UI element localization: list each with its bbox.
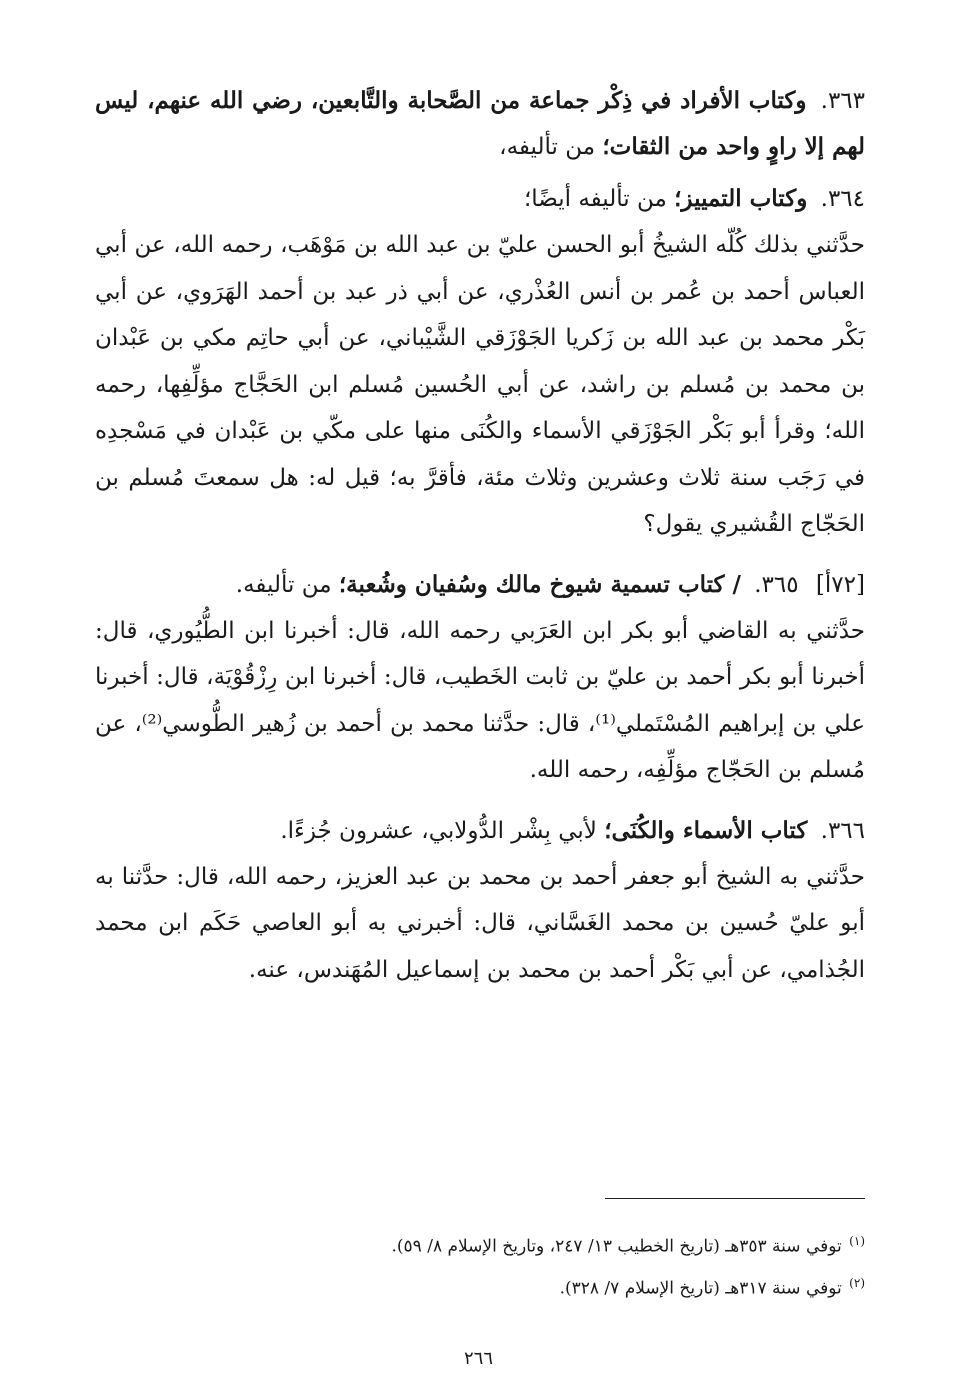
paragraph-chain-365: حدَّثني به القاضي أبو بكر ابن العَرَبي رحمه الله، قال: أخبرنا ابن الطُّيُوري، قال: أخبرنا أبو بكر أحمد بن عليّ بن ثابت الخَطيب، قال: أخبرنا ابن رِزْقُوْيَة، قال: أخبرنا علي بن إبراهيم المُسْتَملي⁽¹⁾، قال: حدَّثنا محمد بن أحمد بن زُهير الطُّوسي⁽²⁾، عن مُسلم بن الحَجّاج مؤلِّفِه، رحمه الله. [95, 617, 865, 783]
footnotes [95, 1198, 865, 1306]
footnote-divider [605, 1198, 865, 1199]
footnote-mark: (٢) [849, 1275, 865, 1290]
entry-suffix: من تأليفه، [499, 134, 596, 160]
entry-suffix: لأبي بِشْر الدُّولابي، عشرون جُزءًا. [280, 817, 597, 844]
paragraph-chain-366: حدَّثني به الشيخ أبو جعفر أحمد بن محمد بن عبد العزيز، رحمه الله، قال: حدَّثنا به أبو عليّ حُسين بن محمد الغَسَّاني، قال: أخبرني به أبو العاصي حَكَم ابن محمد الجُذامي، عن أبي بَكْر أحمد بن محمد بن إسماعيل المُهَندس، عنه. [95, 863, 865, 983]
footnote-2 [95, 1265, 865, 1307]
entry-title: / كتاب تسمية شيوخ مالك وسُفيان وشُعبة؛ [338, 570, 741, 598]
entry-suffix: من تأليفه. [235, 571, 332, 598]
footnote-text: توفي سنة ٣١٧هـ (تاريخ الإسلام ٧/ ٣٢٨). [559, 1278, 842, 1299]
entry-title: وكتاب التمييز؛ [674, 185, 808, 212]
paragraph-chain-364: حدَّثني بذلك كُلّه الشيخُ أبو الحسن عليّ بن عبد الله بن مَوْهَب، رحمه الله، عن أبي العباس أحمد بن عُمر بن أنس العُذْري، عن أبي ذر عبد بن أحمد الهَرَوي، عن أبي بَكْر محمد بن عبد الله بن زَكريا الجَوْزَقي الشَّيْباني، عن أبي حاتِم مكي بن عَبْدان بن محمد بن مُسلم بن راشد، عن أبي الحُسين مُسلم ابن الحَجَّاج مؤلِّفِها، رحمه الله؛ وقرأ أبو بَكْر الجَوْزَقي الأسماء والكُنَى منها على مكّي بن عَبْدان في مَسْجدِه في رَجَب سنة ثلاث وعشرين وثلاث مئة، فأقرَّ به؛ قيل له: هل سمعتَ مُسلم بن الحَجّاج القُشيري يقول؟ [95, 232, 865, 537]
entry-365 [95, 562, 865, 608]
page-number: ٢٦٦ [463, 1348, 493, 1369]
entry-number: ٣٦٤. [820, 186, 865, 212]
entry-suffix: من تأليفه أيضًا؛ [523, 186, 667, 212]
entry-number: ٣٦٣. [820, 88, 865, 114]
entry-364 [95, 176, 865, 222]
footnote-text: توفي سنة ٣٥٣هـ (تاريخ الخطيب ١٣/ ٢٤٧، وتاريخ الإسلام ٨/ ٥٩). [391, 1236, 842, 1257]
folio-marker: [٧٢أ] [815, 571, 865, 598]
entry-366 [95, 808, 865, 854]
page-body [95, 78, 865, 993]
footnote-mark: (١) [849, 1234, 865, 1248]
footnote-1 [95, 1223, 865, 1265]
entry-title: كتاب الأسماء والكُنَى؛ [604, 816, 808, 844]
entry-title: وكتاب الأفراد في ذِكْر جماعة من الصَّحابة والتَّابعين، رضي الله عنهم، ليس لهم إلا راوٍ واحد من الثقات؛ [95, 87, 865, 160]
entry-363 [95, 78, 865, 170]
entry-number: ٣٦٦. [820, 817, 865, 844]
entry-number: ٣٦٥. [754, 571, 799, 598]
